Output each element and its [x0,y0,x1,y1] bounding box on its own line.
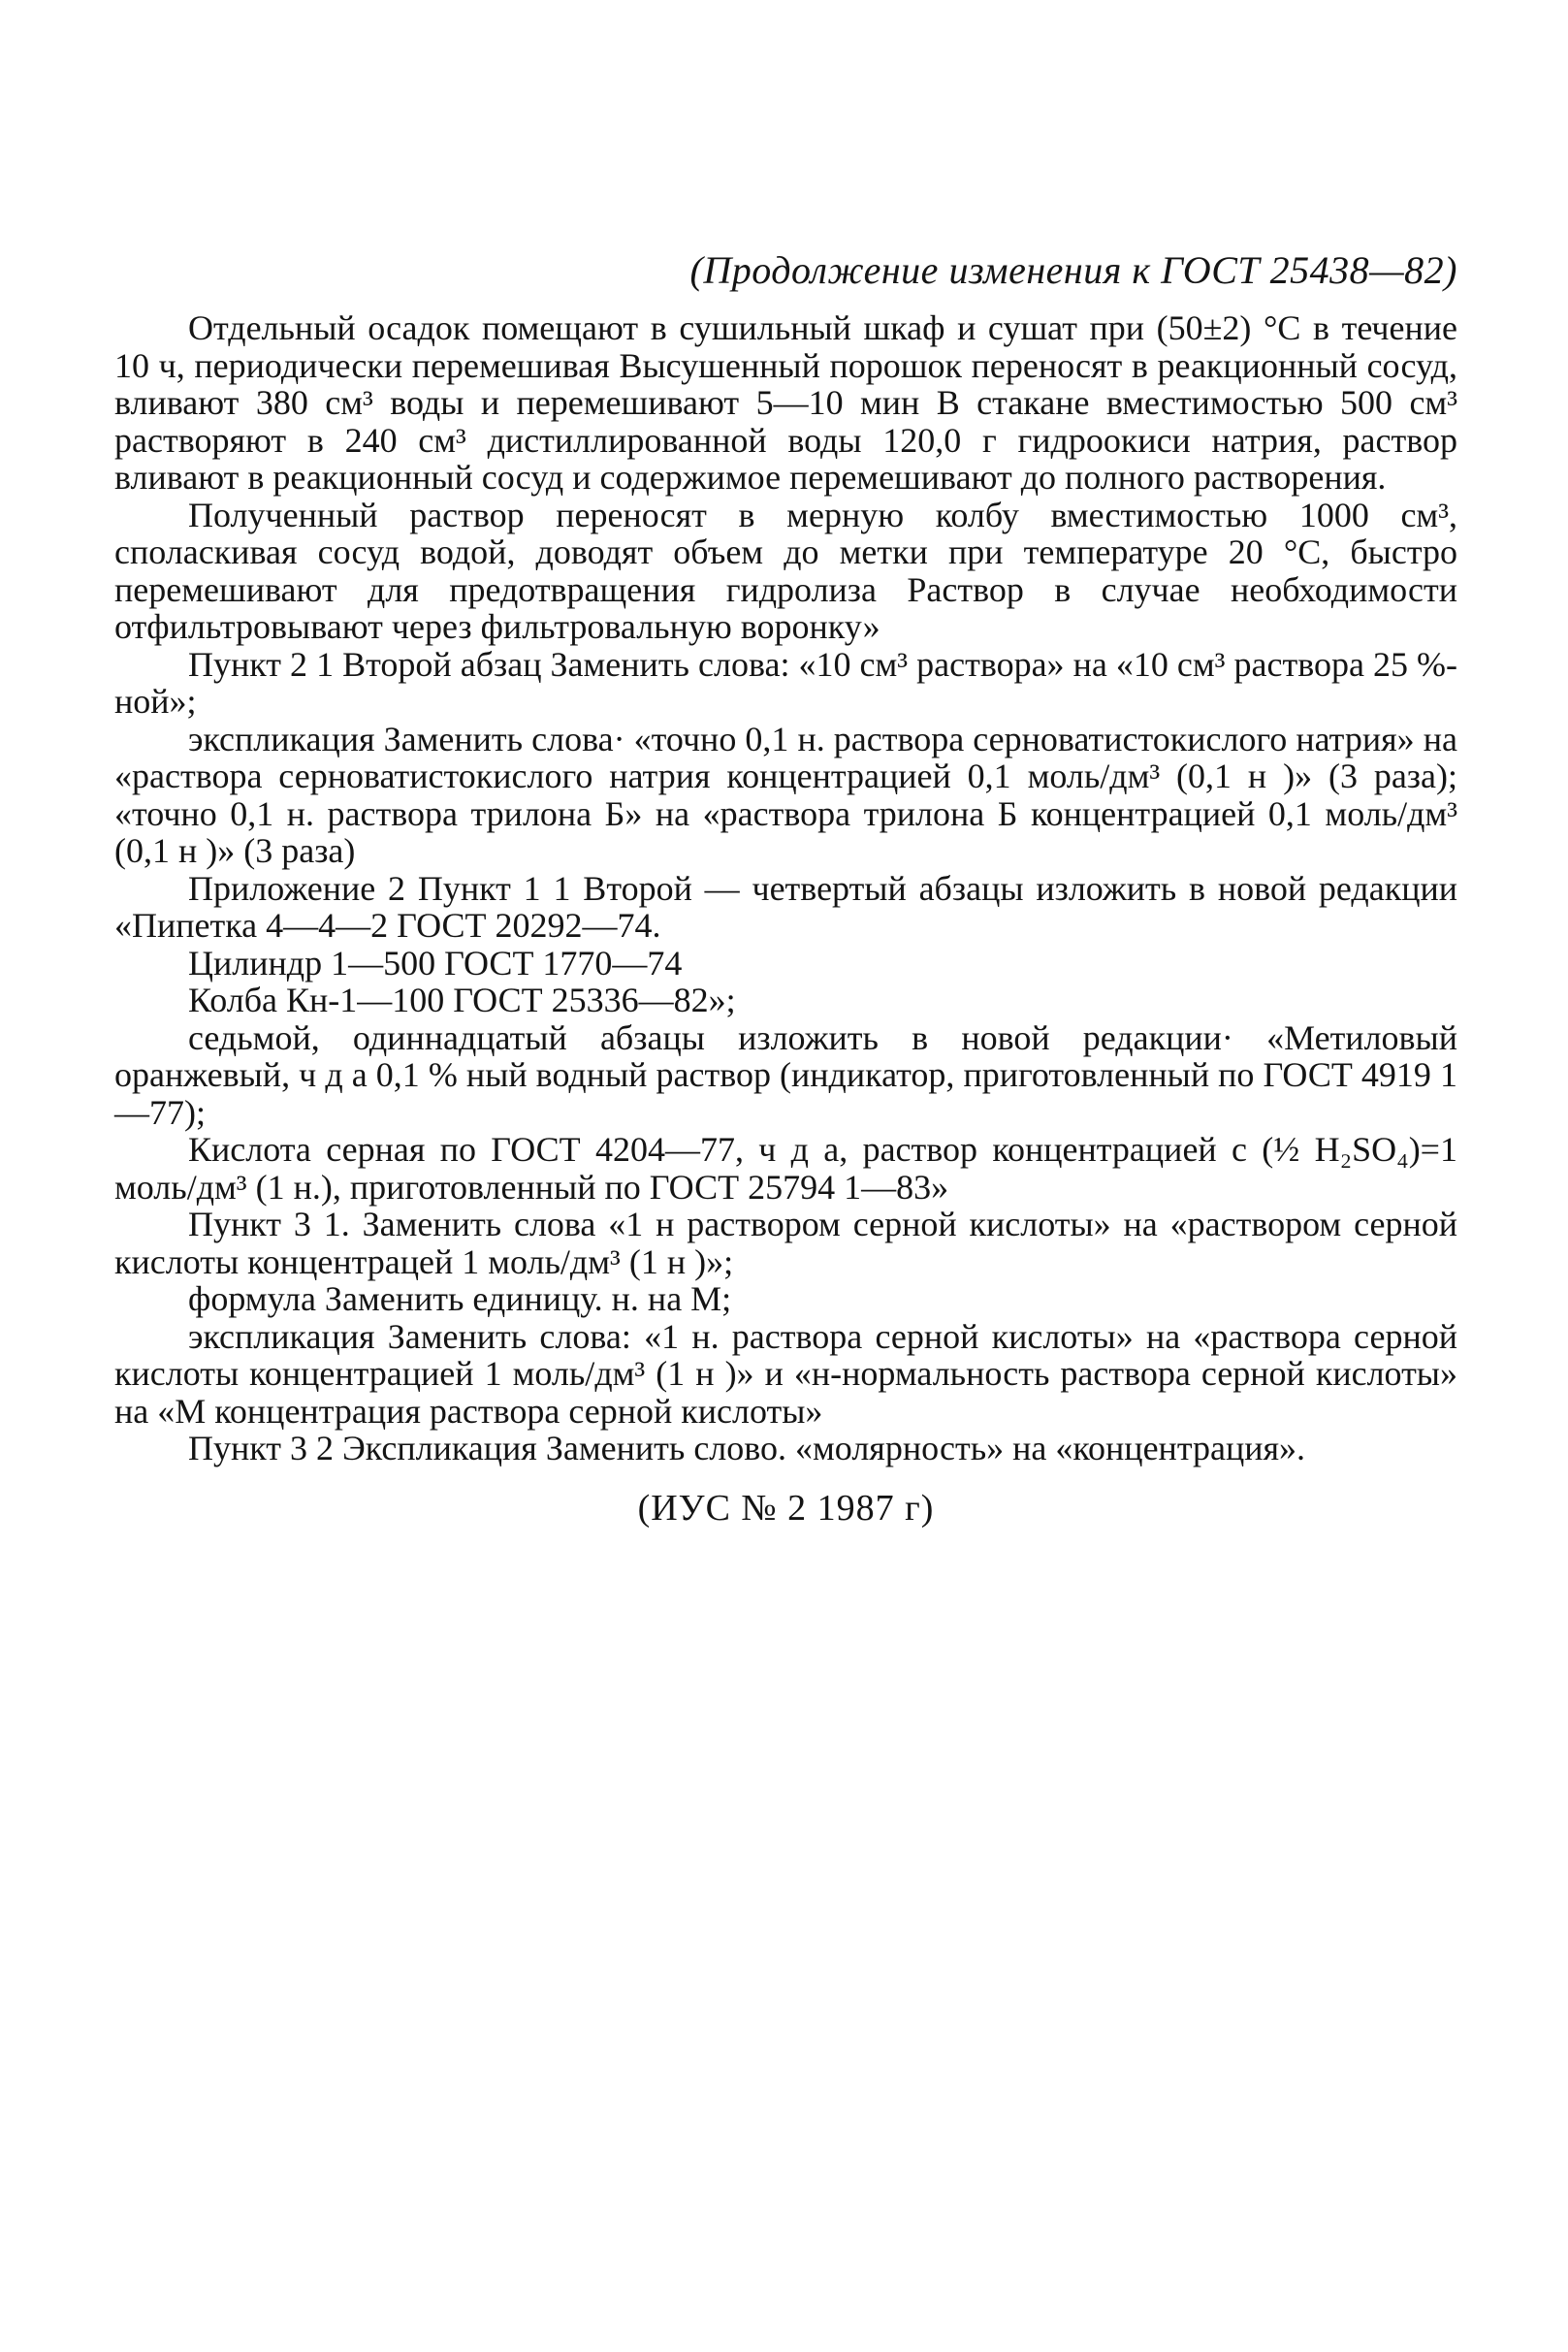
paragraph: экспликация Заменить слова· «точно 0,1 н. раствора серноватистокислого натрия» на «раствора серноватистокислого натрия концентрацией 0,1 моль/дм³ (0,1 н )» (3 раза); «точно 0,1 н. раствора трилона Б» на «раствора трилона Б концентрацией 0,1 моль/дм³ (0,1 н )» (3 раза) [114,719,1457,870]
paragraph: Пункт 3 1. Заменить слова «1 н раствором серной кислоты» на «раствором серной кислоты концентрацей 1 моль/дм³ (1 н )»; [114,1205,1457,1281]
paragraph: Полученный раствор переносят в мерную колбу вместимостью 1000 см³, споласкивая сосуд водой, доводят объем до метки при температуре 20 °С, быстро перемешивают для предотвращения гидролиза Раствор в случае необходимости отфильтровывают через фильтровальную воронку» [114,495,1457,646]
document-page [114,247,1457,1530]
paragraph: седьмой, одиннадцатый абзацы изложить в новой редакции· «Метиловый оранжевый, ч д а 0,1 % ный водный раствор (индикатор, приготовленный по ГОСТ 4919 1—77); [114,1017,1457,1132]
paragraph: Пункт 2 1 Второй абзац Заменить слова: «10 см³ раствора» на «10 см³ раствора 25 %-ной»; [114,644,1457,721]
document-footer: (ИУС № 2 1987 г) [637,1487,935,1529]
paragraph: Пункт 3 2 Экспликация Заменить слово. «молярность» на «концентрация». [188,1429,1306,1467]
paragraph: экспликация Заменить слова: «1 н. раствора серной кислоты» на «раствора серной кислоты концентрацией 1 моль/дм³ (1 н )» и «н-нормальность раствора серной кислоты» на «М концентрация раствора серной кислоты» [114,1316,1457,1431]
paragraph: Колба Кн-1—100 ГОСТ 25336—82»; [188,981,736,1019]
document-body [114,309,1457,1467]
paragraph: Кислота серная по ГОСТ 4204—77, ч д а, раствор концентрацией c (½ H₂SO₄)=1 моль/дм³ (1 н.), приготовленный по ГОСТ 25794 1—83» [114,1130,1457,1207]
paragraph: Отдельный осадок помещают в сушильный шкаф и сушат при (50±2) °С в течение 10 ч, периодически перемешивая Высушенный порошок переносят в реакционный сосуд, вливают 380 см³ воды и перемешивают 5—10 мин В стакане вместимостью 500 см³ растворяют в 240 см³ дистиллированной воды 120,0 г гидроокиси натрия, раствор вливают в реакционный сосуд и содержимое перемешивают до полного растворения. [114,308,1457,497]
paragraph: Цилиндр 1—500 ГОСТ 1770—74 [188,943,683,983]
paragraph: формула Заменить единицу. н. на М; [188,1279,732,1318]
document-header: (Продолжение изменения к ГОСТ 25438—82) [689,248,1457,292]
paragraph: Приложение 2 Пункт 1 1 Второй — четвертый абзацы изложить в новой редакции «Пипетка 4—4—2 ГОСТ 20292—74. [114,868,1457,945]
